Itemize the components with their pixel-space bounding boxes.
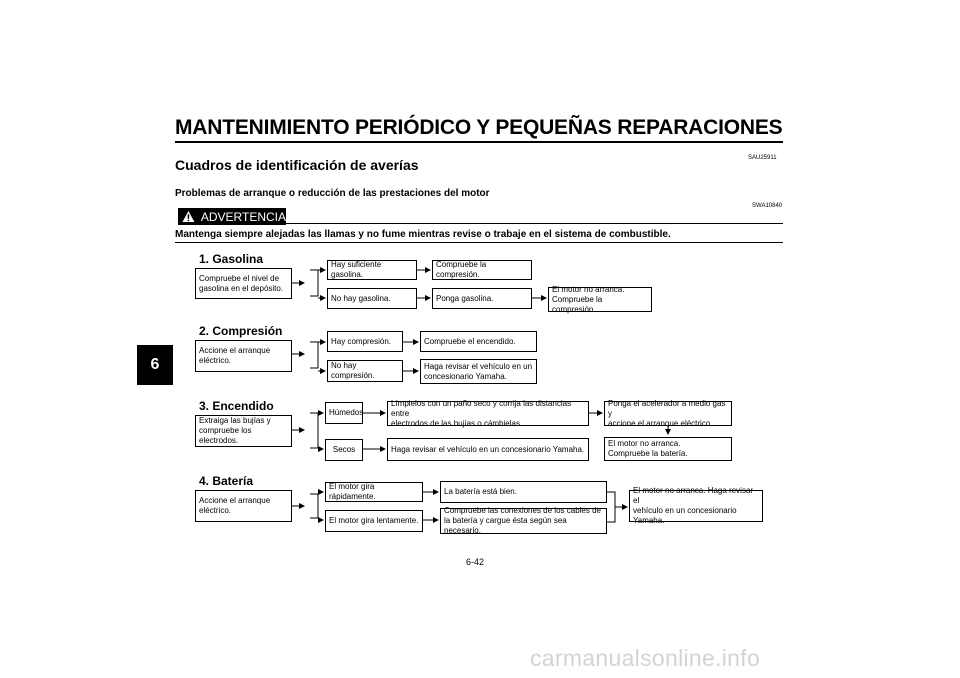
encendido-wet-result2-box	[604, 437, 732, 461]
compresion-no-text: No hay compresión.	[331, 361, 375, 380]
warning-label: ADVERTENCIA	[200, 209, 286, 224]
compresion-no-next-text: Haga revisar el vehículo en un concesionario Yamaha.	[424, 361, 533, 381]
encendido-wet-box	[325, 402, 363, 424]
encendido-dry-text: Secos	[332, 445, 356, 454]
encendido-wet-text: Húmedos	[329, 408, 364, 417]
gasolina-yes-box	[327, 260, 417, 280]
warning-text: Mantenga siempre alejadas las llamas y no fume mientras revise o trabaje en el sistema de combustible.	[175, 229, 671, 240]
gasolina-yes-next-box	[432, 260, 532, 280]
bateria-slow-text: El motor gira lentamente.	[329, 516, 419, 525]
page-title: MANTENIMIENTO PERIÓDICO Y PEQUEÑAS REPARACIONES	[175, 116, 783, 139]
gasolina-yes-next-text: Compruebe la compresión.	[436, 260, 487, 279]
warning-badge	[178, 208, 286, 225]
gasolina-no-next-box	[432, 288, 532, 309]
gasolina-no-text: No hay gasolina.	[331, 293, 391, 303]
gasolina-start-box	[195, 268, 292, 299]
sau-code: SAU25911	[748, 155, 777, 161]
warning-icon	[182, 210, 195, 223]
bateria-result-text: El motor no arranca. Haga revisar el vehículo en un concesionario Yamaha.	[633, 486, 754, 525]
section-title-compresion: 2. Compresión	[199, 324, 283, 338]
compresion-yes-next-text: Compruebe el encendido.	[424, 336, 516, 346]
title-divider	[175, 141, 783, 143]
gasolina-yes-text: Hay suficiente gasolina.	[331, 260, 382, 279]
encendido-dry-next-box	[387, 438, 589, 461]
bateria-slow-box	[325, 510, 423, 532]
gasolina-no-box	[327, 288, 417, 309]
section-heading: Cuadros de identificación de averías	[175, 157, 419, 173]
bateria-start-box	[195, 490, 292, 522]
page-number: 6-42	[466, 557, 485, 567]
encendido-wet-next-text: Límpielos con un paño seco y corrija las distancias entre electrodos de las bujías o cámbielas.	[391, 398, 572, 428]
gasolina-no-result-box	[548, 284, 652, 314]
watermark: carmanualsonline.info	[530, 645, 761, 671]
subheading: Problemas de arranque o reducción de las prestaciones del motor	[175, 188, 490, 199]
section-title-encendido: 3. Encendido	[199, 399, 274, 413]
encendido-wet-result-text: Ponga el acelerador a medio gas y accione el arranque eléctrico.	[608, 398, 726, 428]
swa-code: SWA10840	[752, 203, 783, 209]
gasolina-no-next-text: Ponga gasolina.	[436, 293, 494, 303]
bateria-fast-text: El motor gira rápidamente.	[329, 482, 376, 501]
encendido-dry-box	[325, 439, 363, 461]
encendido-wet-result-box	[604, 398, 732, 428]
bateria-result-box	[629, 486, 763, 525]
section-tab: 6	[137, 345, 173, 385]
bateria-fast-next-box	[440, 481, 607, 503]
bateria-fast-next-text: La batería está bien.	[444, 487, 517, 496]
gasolina-start-text: Compruebe el nivel de gasolina en el depósito.	[199, 273, 284, 293]
bateria-slow-next-box	[440, 508, 607, 534]
encendido-dry-next-text: Haga revisar el vehículo en un concesionario Yamaha.	[391, 444, 585, 454]
section-title-bateria: 4. Batería	[199, 474, 254, 488]
compresion-yes-box	[327, 331, 403, 352]
encendido-start-text: Extraiga las bujías y compruebe los electrodos.	[199, 416, 271, 445]
encendido-wet-result2-text: El motor no arranca. Compruebe la batería.	[608, 439, 688, 458]
warning-bottom-divider	[175, 242, 783, 243]
encendido-start-box	[195, 415, 292, 447]
compresion-no-box	[327, 360, 403, 382]
warning-divider	[286, 223, 783, 224]
compresion-yes-text: Hay compresión.	[331, 336, 392, 346]
bateria-fast-box	[325, 482, 423, 502]
compresion-start-text: Accione el arranque eléctrico.	[199, 346, 271, 365]
compresion-start-box	[195, 340, 292, 372]
section-title-gasolina: 1. Gasolina	[199, 252, 264, 266]
compresion-no-next-box	[420, 359, 537, 384]
bateria-start-text: Accione el arranque eléctrico.	[199, 496, 271, 515]
encendido-wet-next-box	[387, 398, 589, 428]
gasolina-no-result-text: El motor no arranca. Compruebe la compresión.	[552, 284, 625, 314]
bateria-slow-next-text: Compruebe las conexiones de los cables de la batería y cargue ésta según sea necesario.	[444, 506, 601, 535]
compresion-yes-next-box	[420, 331, 537, 352]
